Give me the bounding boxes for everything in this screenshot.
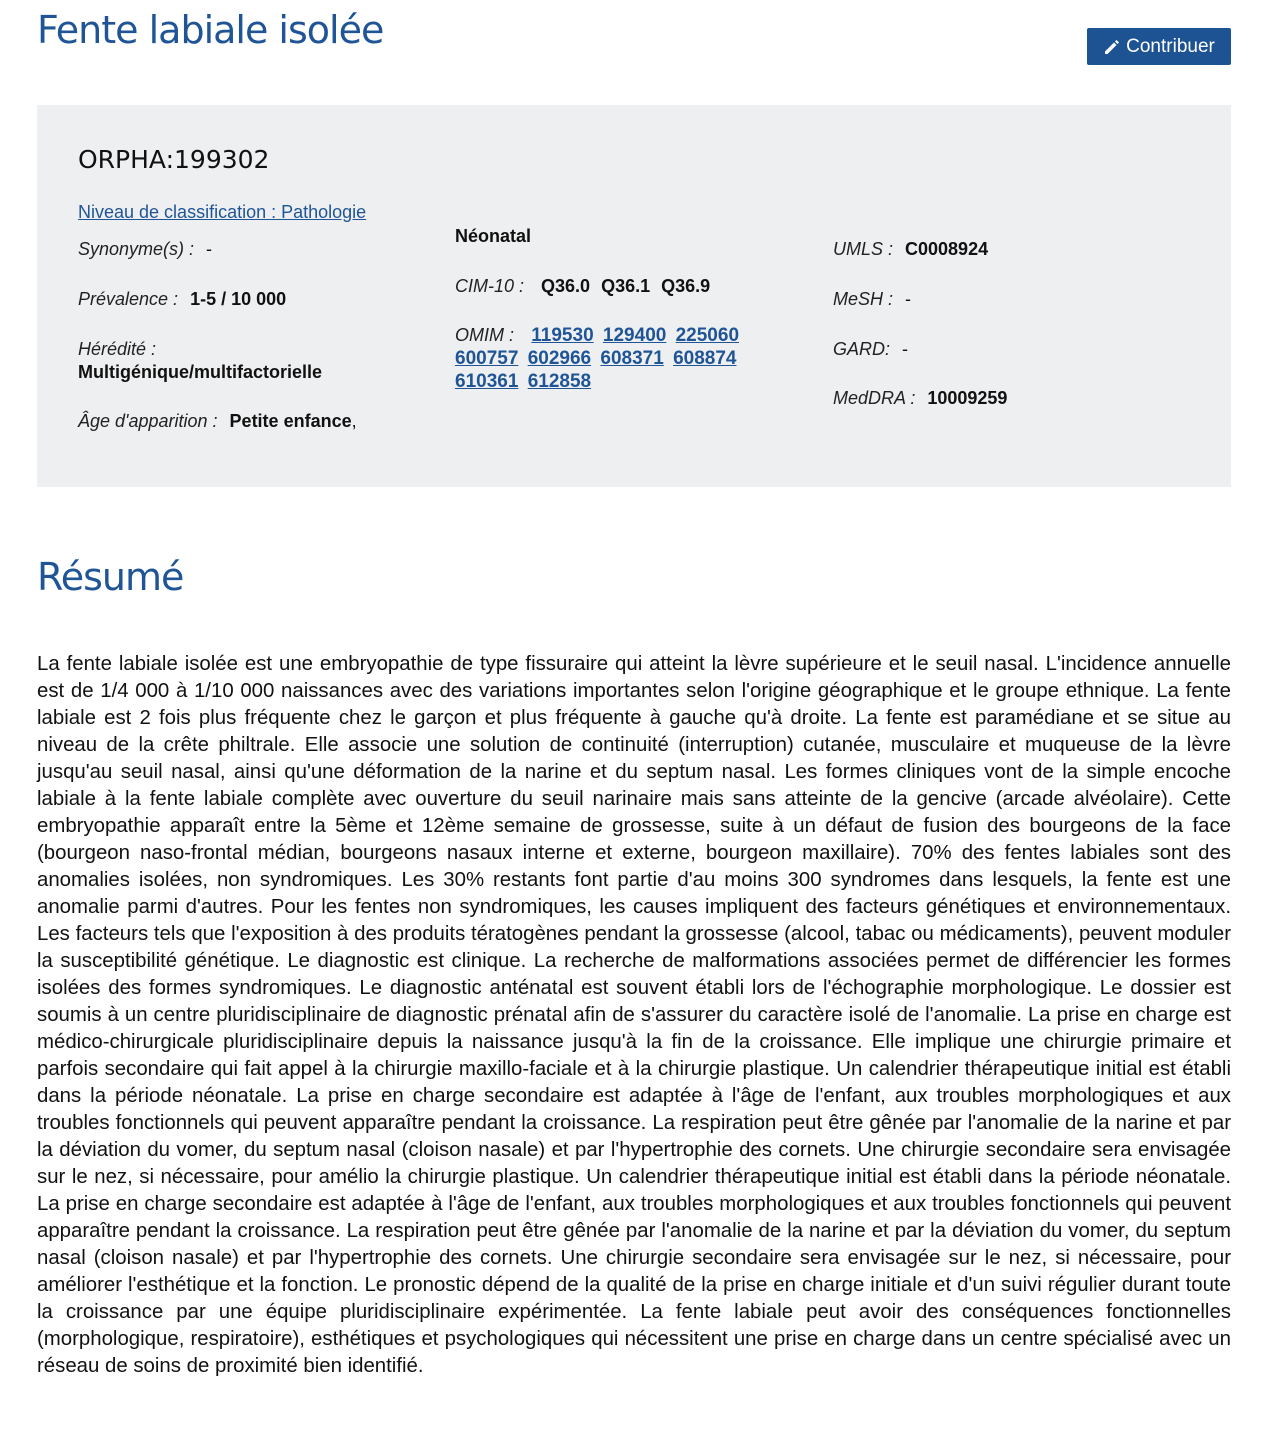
omim-link[interactable]: 612858 [527, 371, 592, 392]
omim-link[interactable]: 610361 [455, 371, 519, 392]
synonyms-value: - [206, 239, 213, 259]
onset-value: Petite enfance [229, 411, 352, 431]
synonyms-field [78, 238, 212, 261]
icd10-code: Q36.9 [661, 276, 711, 296]
synonyms-label: Synonyme(s) : [78, 239, 195, 259]
page-title: Fente labiale isolée [37, 8, 384, 52]
heredity-value: Multigénique/multifactorielle [78, 362, 323, 382]
summary-heading: Résumé [37, 555, 184, 599]
summary-text: La fente labiale isolée est une embryopathie de type fissuraire qui atteint la lèvre supérieure et le seuil nasal. L'incidence annuelle est de 1/4 000 à 1/10 000 naissances avec des variations importantes selon l'origine géographique et le groupe ethnique. La fente labiale est 2 fois plus fréquente chez le garçon et plus fréquente à gauche qu'à droite. La fente est paramédiane et se situe au niveau de la crête philtrale. Elle associe une solution de continuité (interruption) cutanée, musculaire et muqueuse de la lèvre jusqu'au seuil nasal, ainsi qu'une déformation de la narine et du septum nasal. Les formes cliniques vont de la simple encoche labiale à la fente labiale complète avec ouverture du seuil narinaire mais sans atteinte de la gencive (arcade alvéolaire). Cette embryopathie apparaît entre la 5ème et 12ème semaine de grossesse, suite à un défaut de fusion des bourgeons de la face (bourgeon naso-frontal médian, bourgeons nasaux interne et externe, bourgeon maxillaire). 70% des fentes labiales sont des anomalies isolées, non syndromiques. Les 30% restants font partie d'au moins 300 syndromes dans lesquels, la fente est une anomalie parmi d'autres. Pour les fentes non syndromiques, les causes impliquent des facteurs génétiques et environnementaux. Les facteurs tels que l'exposition à des produits tératogènes pendant la grossesse (alcool, tabac ou médicaments), peuvent moduler la susceptibilité génétique. Le diagnostic est clinique. La recherche de malformations associées permet de différencier les formes isolées des formes syndromiques. Le diagnostic anténatal est souvent établi lors de l'échographie morphologique. Le dossier est soumis à un centre pluridisciplinaire de diagnostic prénatal afin de s'assurer du caractère isolé de l'anomalie. La prise en charge est médico-chirurgicale pluridisciplinaire depuis la naissance jusqu'à la fin de la croissance. Elle implique une chirurgie primaire et parfois secondaire qui fait appel à la chirurgie maxillo-faciale et à la chirurgie plastique. Un calendrier thérapeutique initial est établi dans la période néonatale. La prise en charge secondaire est adaptée à l'âge de l'enfant, aux troubles morphologiques et aux troubles fonctionnels qui peuvent apparaître pendant la croissance. La respiration peut être gênée par l'anomalie de la narine et par la déviation du vomer, du septum nasal (cloison nasale) et par l'hypertrophie des cornets. Une chirurgie secondaire sera envisagée sur le nez, si nécessaire, pour amélio la chirurgie plastique. Un calendrier thérapeutique initial est établi dans la période néonatale. La prise en charge secondaire est adaptée à l'âge de l'enfant, aux troubles morphologiques et aux troubles fonctionnels qui peuvent apparaître pendant la croissance. La respiration peut être gênée par l'anomalie de la narine et par la déviation du vomer, du septum nasal (cloison nasale) et par l'hypertrophie des cornets. Une chirurgie secondaire sera envisagée sur le nez, si nécessaire, pour améliorer l'esthétique et la fonction. Le pronostic dépend de la qualité de la prise en charge initiale et d'un suivi régulier durant toute la croissance par une équipe pluridisciplinaire expérimentée. La fente labiale peut avoir des conséquences fonctionnelles (morphologique, respiratoire), esthétiques et psychologiques qui nécessitent une prise en charge dans un centre spécialisé avec un réseau de soins de proximité bien identifié. [37, 653, 1231, 1377]
umls-value: C0008924 [905, 239, 989, 259]
meddra-field [833, 387, 1007, 410]
omim-link[interactable]: 225060 [675, 325, 740, 346]
pencil-icon [1103, 38, 1121, 56]
contribute-button[interactable] [1087, 28, 1231, 65]
mesh-label: MeSH : [833, 289, 894, 309]
mesh-value: - [905, 289, 912, 309]
onset-extra-value: Néonatal [455, 226, 532, 246]
heredity-field [78, 338, 322, 384]
omim-link[interactable]: 608371 [600, 348, 664, 369]
prevalence-label: Prévalence : [78, 289, 179, 309]
prevalence-field [78, 288, 286, 311]
onset-field [78, 410, 357, 433]
meddra-label: MedDRA : [833, 388, 916, 408]
onset-label: Âge d'apparition : [78, 411, 218, 431]
omim-link[interactable]: 602966 [527, 348, 592, 369]
gard-label: GARD: [833, 339, 891, 359]
gard-field [833, 338, 908, 361]
prevalence-value: 1-5 / 10 000 [190, 289, 287, 309]
orpha-code: ORPHA:199302 [78, 145, 270, 174]
mesh-field [833, 288, 911, 311]
omim-link[interactable]: 600757 [455, 348, 519, 369]
icd10-field [455, 275, 716, 298]
meddra-value: 10009259 [927, 388, 1008, 408]
omim-label: OMIM : [455, 325, 514, 345]
gard-value: - [902, 339, 909, 359]
umls-field [833, 238, 988, 261]
umls-label: UMLS : [833, 239, 894, 259]
omim-link[interactable]: 119530 [531, 325, 594, 346]
omim-link[interactable]: 608874 [673, 348, 737, 369]
onset-separator: , [351, 411, 357, 431]
classification-level-link[interactable]: Niveau de classification : Pathologie [78, 202, 367, 222]
heredity-label: Hérédité : [78, 339, 157, 359]
omim-field [455, 324, 795, 393]
icd10-label: CIM-10 : [455, 276, 525, 296]
icd10-code: Q36.1 [601, 276, 651, 296]
disease-info-box [37, 105, 1231, 487]
contribute-label: Contribuer [1126, 35, 1215, 57]
icd10-code: Q36.0 [541, 276, 591, 296]
omim-link[interactable]: 129400 [602, 325, 667, 346]
